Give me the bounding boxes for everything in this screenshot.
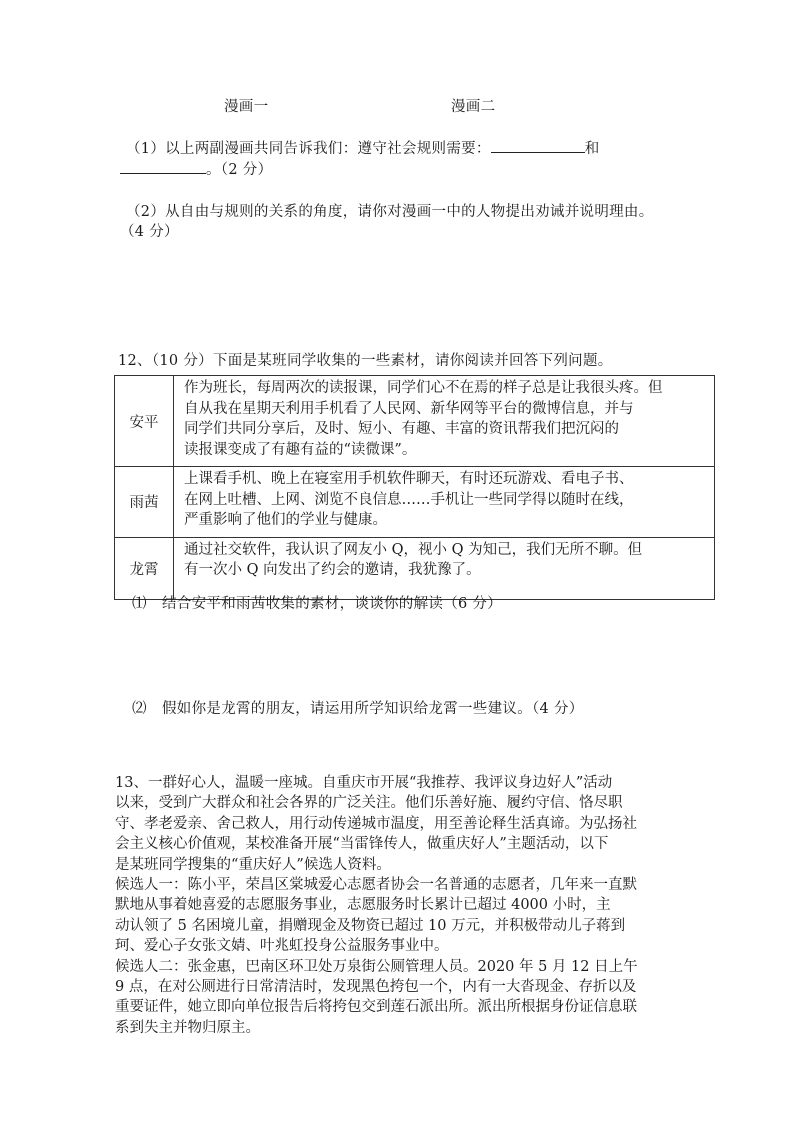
row-name: 安平 (115, 376, 174, 467)
row-content (174, 537, 715, 599)
row-name: 雨茜 (115, 467, 174, 538)
passage-line: 以来，受到广大群众和社会各界的广泛关注。他们乐善好施、履约守信、恪尽职 (115, 795, 623, 812)
passage-line: 重要证件，她立即向单位报告后将挎包交到莲石派出所。派出所根据身份证信息联 (115, 999, 637, 1016)
q12-sub1-number: ⑴ (132, 596, 147, 612)
comic-one-label: 漫画一 (224, 99, 269, 115)
table-row (115, 467, 715, 538)
answer-blank-1[interactable] (491, 138, 585, 153)
passage-line: 候选人一：陈小平，荣昌区棠城爱心志愿者协会一名普通的志愿者，几年来一直默 (115, 877, 637, 894)
row-line: 通过社交软件，我认识了网友小 Q，视小 Q 为知己，我们无所不聊。但 (184, 541, 643, 558)
row-line: 自从我在星期天利用手机看了人民网、新华网等平台的微博信息，并与 (184, 400, 634, 417)
table-row (115, 537, 715, 599)
q12-sub2-number: ⑵ (132, 701, 147, 717)
q11-part1-line2 (120, 158, 272, 179)
q11-part2-line2: （4 分） (120, 224, 179, 240)
passage-line: 9 点，在对公厕进行日常清洁时，发现黑色挎包一个，内有一大沓现金、存折以及 (115, 979, 637, 996)
row-name: 龙霄 (115, 537, 174, 599)
q12-sub1-text: 结合安平和雨茜收集的素材，谈谈你的解读（6 分） (162, 596, 503, 612)
q11-part1-prompt: （1）以上两副漫画共同告诉我们：遵守社会规则需要： (126, 141, 491, 157)
row-line: 上课看手机、晚上在寝室用手机软件聊天，有时还玩游戏、看电子书、 (184, 471, 634, 487)
row-line: 同学们共同分享后，及时、短小、有趣、丰富的资讯帮我们把沉闷的 (184, 421, 619, 437)
q11-part2-line1: （2）从自由与规则的关系的角度，请你对漫画一中的人物提出劝诫并说明理由。 (126, 204, 654, 220)
passage-line: 默地从事着她喜爱的志愿服务事业，志愿服务时长累计已超过 4000 小时，主 (115, 897, 611, 914)
row-line: 作为班长，每周两次的读报课，同学们心不在焉的样子总是让我很头疼。但 (184, 380, 663, 396)
passage-line: 13、一群好心人，温暖一座城。自重庆市开展“我推荐、我评议身边好人”活动 (115, 775, 613, 791)
q13-passage (115, 773, 700, 1038)
passage-line: 动认领了 5 名困境儿童，捐赠现金及物资已超过 10 万元，并积极带动儿子蒋到 (115, 917, 626, 934)
table-row (115, 376, 715, 467)
materials-table (114, 375, 715, 600)
answer-blank-2[interactable] (120, 159, 206, 174)
passage-line: 系到失主并物归原主。 (115, 1019, 260, 1036)
row-content (174, 376, 715, 467)
passage-line: 守、孝老爱亲、舍己救人，用行动传递城市温度，用至善论释生活真谛。为弘扬社 (115, 815, 637, 832)
passage-line: 是某班同学搜集的“重庆好人”候选人资料。 (115, 856, 391, 873)
comic-two-label: 漫画二 (451, 99, 496, 115)
passage-line: 候选人二：张金惠，巴南区环卫处万泉街公厕管理人员。2020 年 5 月 12 日上午 (115, 958, 638, 975)
row-line: 有一次小 Q 向发出了约会的邀请，我犹豫了。 (184, 562, 481, 578)
row-line: 读报课变成了有趣有益的“读微课”。 (184, 441, 417, 458)
passage-line: 会主义核心价值观，某校准备开展“当雷锋传人，做重庆好人”主题活动，以下 (115, 836, 609, 853)
passage-line: 珂、爱心子女张文婧、叶兆虹投身公益服务事业中。 (115, 938, 449, 955)
row-line: 在网上吐槽、上网、浏览不良信息……手机让一些同学得以随时在线， (184, 491, 634, 508)
q12-title: 12、（10 分）下面是某班同学收集的一些素材，请你阅读并回答下列问题。 (118, 353, 613, 369)
q11-part1-connector: 和 (584, 141, 600, 157)
q11-part1-line1 (126, 137, 600, 158)
q11-part1-score: 。（2 分） (206, 162, 273, 178)
q12-sub2-text: 假如你是龙霄的朋友，请运用所学知识给龙霄一些建议。（4 分） (162, 701, 584, 717)
row-content (174, 467, 715, 538)
row-line: 严重影响了他们的学业与健康。 (184, 512, 387, 528)
